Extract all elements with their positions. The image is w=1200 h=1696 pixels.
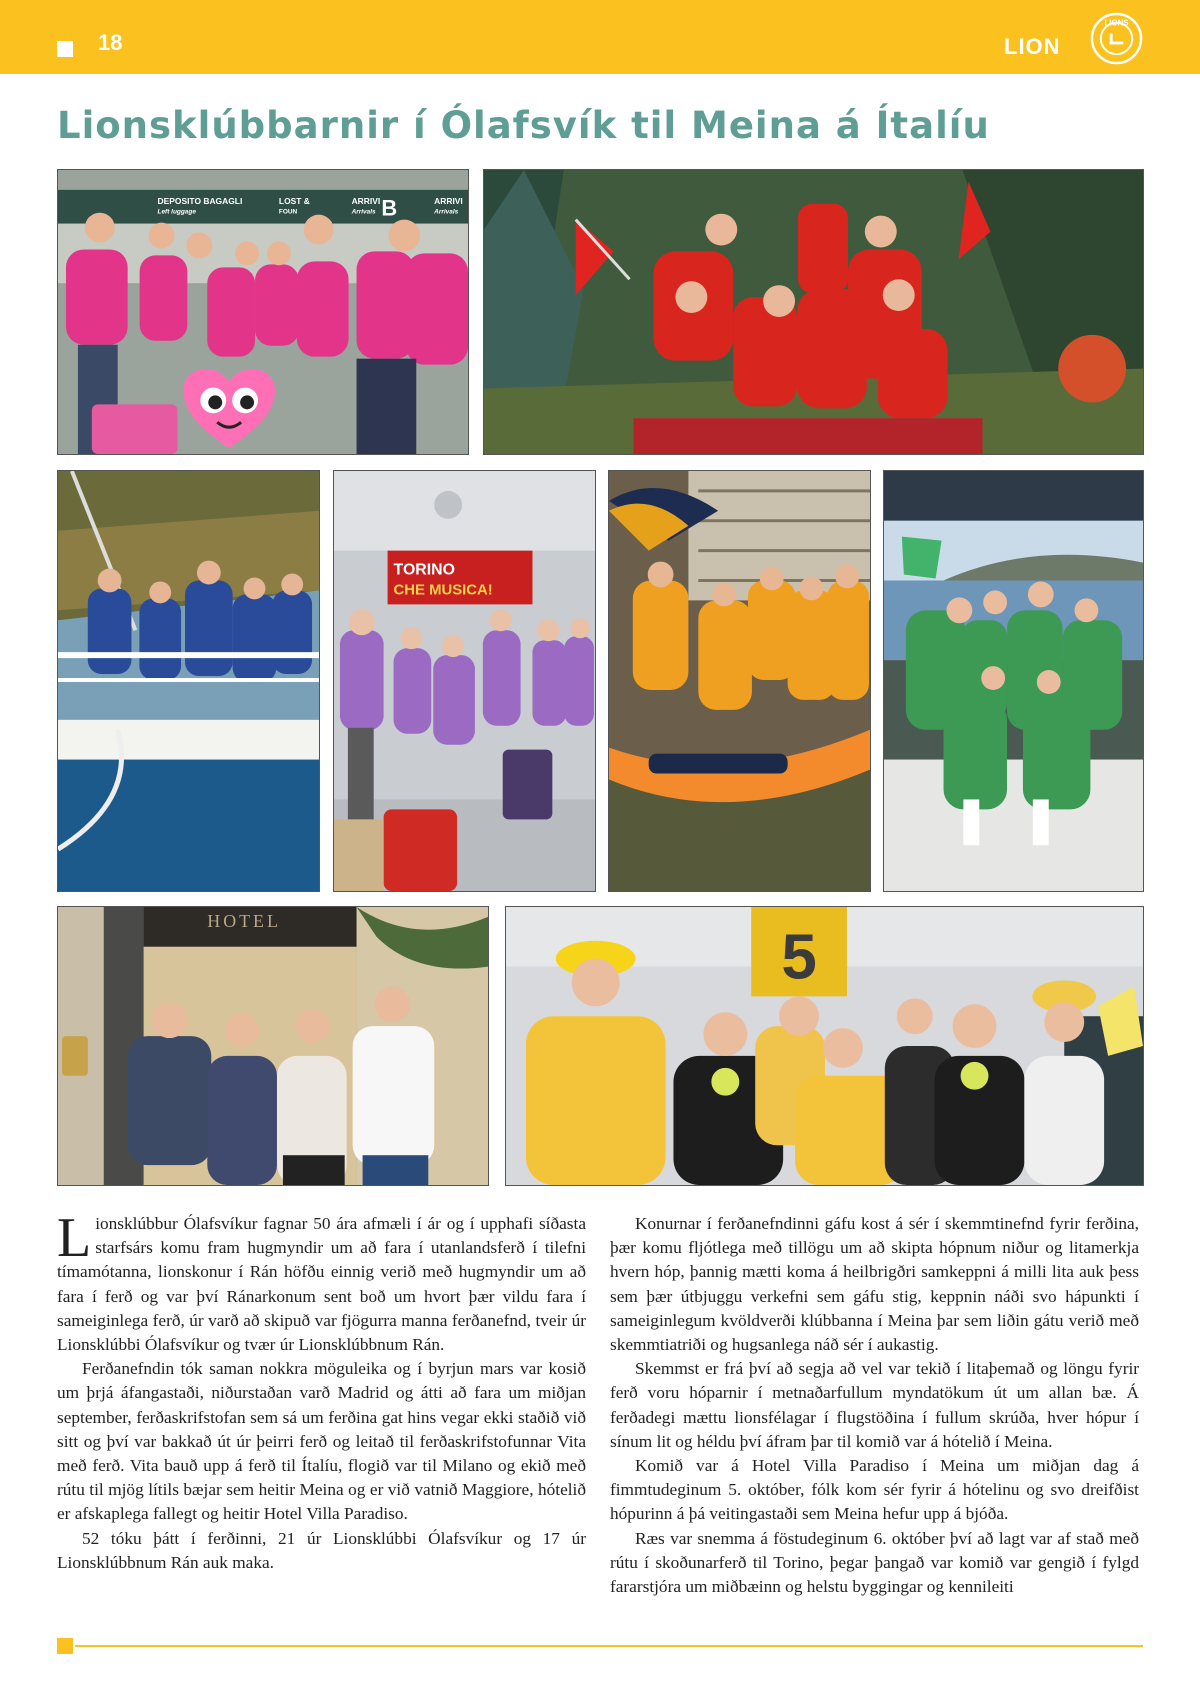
photo-red-group-forest xyxy=(483,169,1144,455)
article-column-left xyxy=(57,1207,586,1575)
article-title: Lionsklúbbarnir í Ólafsvík til Meina á Ítalíu xyxy=(57,104,990,147)
paragraph-6: Komið var á Hotel Villa Paradiso í Meina um miðjan dag á fimmtudeginum 5. október, fólk kom sér fyrir á hótelinu og svo dreifðist hópurinn á þá veitingastaði sem Meina hefur upp á bjóða. xyxy=(610,1456,1139,1524)
logo-text: LIONS xyxy=(1104,18,1129,28)
photo-pink-group-airport xyxy=(57,169,469,455)
airport-sign-1: DEPOSITO BAGAGLI xyxy=(157,195,243,206)
photo-orange-group-hammock xyxy=(608,470,871,892)
photo-hotel-entrance-group xyxy=(57,906,489,1186)
magazine-name: LION xyxy=(1004,34,1061,59)
sign-che-musica: CHE MUSICA! xyxy=(393,582,493,599)
photo-blue-group-boat xyxy=(57,470,320,892)
photo-green-group-balcony xyxy=(883,470,1144,892)
airport-sign-2: LOST & xyxy=(278,195,310,206)
airport-sign-3: ARRIVI xyxy=(351,195,381,206)
header-square-marker xyxy=(57,41,73,57)
page-number: 18 xyxy=(98,30,123,55)
article-column-right xyxy=(610,1212,1139,1599)
photo-purple-group-torino xyxy=(333,470,596,892)
paragraph-7: Ræs var snemma á föstudeginum 6. október því að lagt var af stað með rútu í skoðunarferð til Torino, þegar þangað var komið var gengið í fylgd fararstjóra um miðbæinn og helstu byggingar og kennileiti xyxy=(610,1528,1139,1597)
gate-number: 5 xyxy=(781,921,817,993)
airport-sign-3-sub: Arrivals xyxy=(351,208,376,216)
airport-sign-4-sub: Arrivals xyxy=(434,208,459,216)
dropcap-letter: L xyxy=(57,1207,92,1269)
airport-sign-1-sub: Left luggage xyxy=(157,208,196,216)
airport-sign-4: ARRIVI xyxy=(434,195,463,206)
paragraph-5: Skemmst er frá því að segja að vel var tekið í litaþemað og löngu fyrir ferð voru hóparnir í metnaðarfullum myndatökum út um allan bæ. Á ferðadegi mættu lionsfélagar í flugstöðina í fullum skrúða, hver hópur í sínum lit og héldu því áfram þar til komið var á hótelið í Meina. xyxy=(610,1359,1139,1451)
photo-yellow-group-gate xyxy=(505,906,1144,1186)
footer-rule xyxy=(75,1645,1143,1647)
sign-torino: TORINO xyxy=(393,561,455,579)
paragraph-2: Ferðanefndin tók saman nokkra möguleika og í byrjun mars var kosið um þrjá áfangastaði, niðurstaðan varð Madrid og átti að fara um miðjan september, ferðaskrifstofan sem sá um ferðina gat hins vegar ekki staðið við sitt og því var bakkað út úr þeirri ferð og leitað til ferðaskrifstofunnar Vita með ferð. Vita bauð upp á ferð til Ítalíu, flogið var til Milano og ekið með rútu til mjög lítils bæjar sem heitir Meina og er við vatnið Maggiore, hótelið er afskaplega fallegt og heitir Hotel Villa Paradiso. xyxy=(57,1359,586,1524)
lions-logo-icon xyxy=(1090,12,1143,65)
hotel-sign: HOTEL xyxy=(207,910,281,931)
footer-square-marker xyxy=(57,1638,73,1654)
paragraph-3: 52 tóku þátt í ferðinni, 21 úr Lionsklúbbi Ólafsvíkur og 17 úr Lionsklúbbnum Rán auk maka. xyxy=(57,1528,586,1572)
paragraph-4: Konurnar í ferðanefndinni gáfu kost á sér í skemmtinefnd fyrir ferðina, þær komu fljótlega með tillögu um að skipta hópnum niður og litamerkja hvern hóp, þannig mætti koma á heilbrigðri samkeppni á milli lita auk þess sem þær útbjuggu verkefni sem gáfu stig, keppnin náði svo hápunkti í sameiginlegum kvöldverði klúbbanna í Meina þar sem liðin gátu verið með skemmtiatriði og hugsanlega náð sér í aukastig. xyxy=(610,1214,1139,1355)
header-bar xyxy=(0,0,1200,74)
airport-sign-2-sub: FOUN xyxy=(278,208,298,216)
airport-sign-3-letter: B xyxy=(381,195,398,221)
paragraph-1: Lionsklúbbur Ólafsvíkur fagnar 50 ára afmæli í ár og í upphafi síðasta starfsárs komu fram hugmyndir um að fara í utanlandsferð í tilefni tímamótanna, lionskonur í Rán höfðu einnig verið með hugmyndir um að fara í ferð og var því Ránarkonum sent boð um hvort þær vildu fara í sameiginlega ferð, úr varð að skipuð var fjögurra manna ferðanefnd, tveir úr Lionsklúbbi Ólafsvíkur og tvær úr Lionsklúbbnum Rán. xyxy=(57,1207,586,1355)
